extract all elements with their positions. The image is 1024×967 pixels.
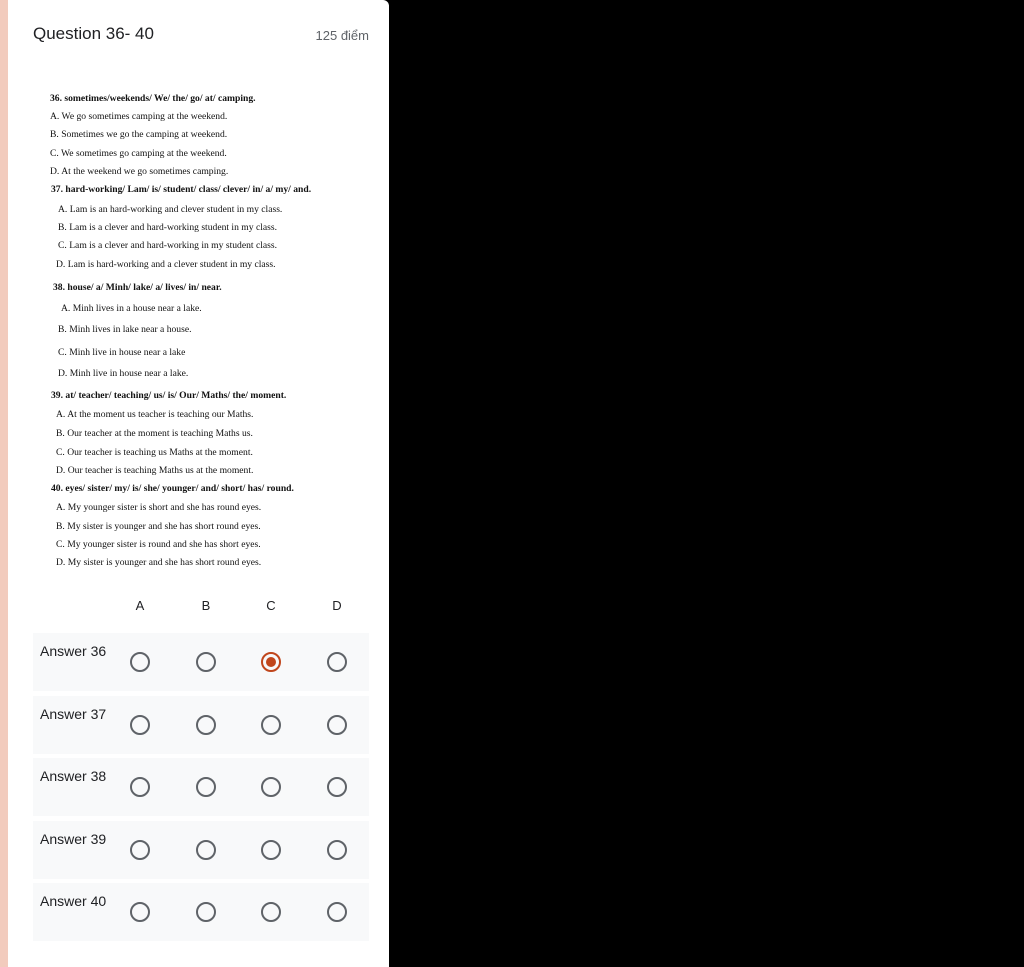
answer-row [33, 821, 369, 879]
question-prompt-line: 38. house/ a/ Minh/ lake/ a/ lives/ in/ near. [53, 282, 222, 293]
radio-c[interactable] [261, 715, 281, 735]
radio-d[interactable] [327, 652, 347, 672]
question-option-line: A. Lam is an hard-working and clever student in my class. [58, 204, 283, 215]
question-option-line: B. Sometimes we go the camping at weekend. [50, 129, 228, 140]
answer-row [33, 883, 369, 941]
page-background-strip [0, 0, 8, 967]
question-option-line: D. Minh live in house near a lake. [58, 368, 189, 379]
radio-a[interactable] [130, 715, 150, 735]
column-header-d: D [332, 598, 342, 613]
answer-row-label: Answer 40 [40, 893, 107, 909]
radio-c[interactable] [261, 840, 281, 860]
radio-b[interactable] [196, 840, 216, 860]
question-option-line: A. My younger sister is short and she has round eyes. [56, 502, 262, 513]
radio-a[interactable] [130, 777, 150, 797]
answer-row-label: Answer 36 [40, 643, 107, 659]
radio-a[interactable] [130, 652, 150, 672]
question-option-line: B. Our teacher at the moment is teaching Maths us. [56, 428, 253, 439]
question-option-line: D. My sister is younger and she has short round eyes. [56, 557, 262, 568]
radio-d[interactable] [327, 777, 347, 797]
radio-a[interactable] [130, 840, 150, 860]
answer-row [33, 696, 369, 754]
question-option-line: D. At the weekend we go sometimes camping. [50, 166, 229, 177]
question-prompt-line: 40. eyes/ sister/ my/ is/ she/ younger/ and/ short/ has/ round. [51, 483, 294, 494]
question-option-line: C. We sometimes go camping at the weekend. [50, 148, 227, 159]
column-header-c: C [266, 598, 276, 613]
radio-d[interactable] [327, 715, 347, 735]
answer-row-label: Answer 39 [40, 831, 107, 847]
radio-b[interactable] [196, 652, 216, 672]
question-card [8, 0, 389, 967]
question-prompt-line: 36. sometimes/weekends/ We/ the/ go/ at/ camping. [50, 93, 256, 104]
points-label: 125 điểm [315, 28, 369, 43]
question-option-line: C. Lam is a clever and hard-working in my student class. [58, 240, 278, 251]
radio-a[interactable] [130, 902, 150, 922]
question-option-line: C. Minh live in house near a lake [58, 347, 186, 358]
radio-b[interactable] [196, 902, 216, 922]
answer-row [33, 633, 369, 691]
question-option-line: D. Our teacher is teaching Maths us at the moment. [56, 465, 254, 476]
question-option-line: C. Our teacher is teaching us Maths at the moment. [56, 447, 253, 458]
question-option-line: B. Lam is a clever and hard-working student in my class. [58, 222, 278, 233]
question-option-line: D. Lam is hard-working and a clever student in my class. [56, 259, 276, 270]
column-header-a: A [135, 598, 145, 613]
question-option-line: A. At the moment us teacher is teaching our Maths. [56, 409, 254, 420]
radio-d[interactable] [327, 902, 347, 922]
question-image [8, 0, 389, 580]
radio-c[interactable] [261, 652, 281, 672]
column-header-b: B [201, 598, 211, 613]
question-option-line: B. Minh lives in lake near a house. [58, 324, 192, 335]
answer-row [33, 758, 369, 816]
question-option-line: C. My younger sister is round and she has short eyes. [56, 539, 261, 550]
question-title: Question 36- 40 [33, 24, 154, 43]
radio-b[interactable] [196, 777, 216, 797]
question-option-line: A. Minh lives in a house near a lake. [61, 303, 202, 314]
question-option-line: A. We go sometimes camping at the weekend. [50, 111, 228, 122]
radio-c[interactable] [261, 777, 281, 797]
question-prompt-line: 37. hard-working/ Lam/ is/ student/ class/ clever/ in/ a/ my/ and. [51, 184, 312, 195]
radio-c[interactable] [261, 902, 281, 922]
question-prompt-line: 39. at/ teacher/ teaching/ us/ is/ Our/ Maths/ the/ moment. [51, 390, 287, 401]
question-option-line: B. My sister is younger and she has short round eyes. [56, 521, 261, 532]
radio-d[interactable] [327, 840, 347, 860]
answer-row-label: Answer 38 [40, 768, 107, 784]
radio-b[interactable] [196, 715, 216, 735]
answer-row-label: Answer 37 [40, 706, 107, 722]
